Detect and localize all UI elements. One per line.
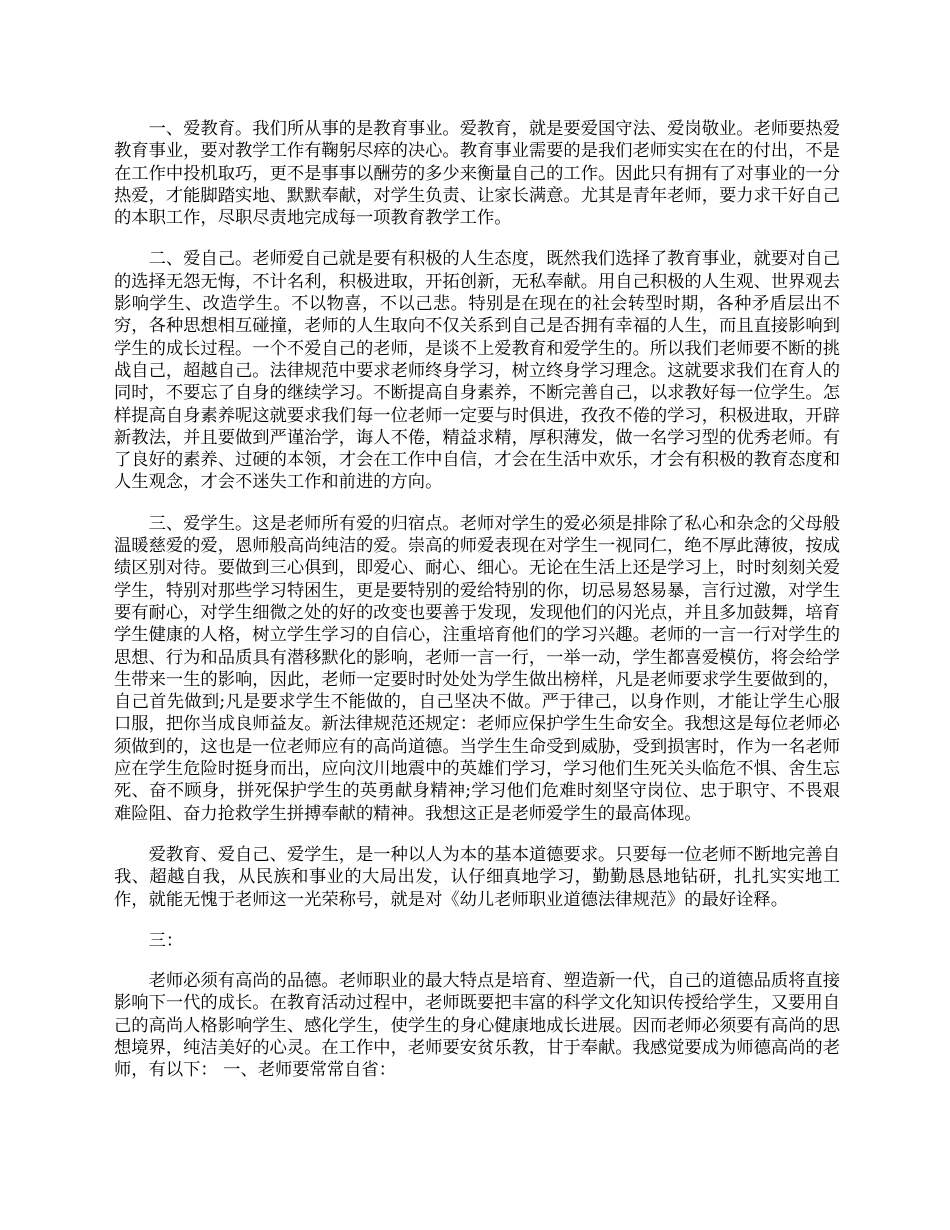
paragraph-love-students: 三、爱学生。这是老师所有爱的归宿点。老师对学生的爱必须是排除了私心和杂念的父母般温暖慈爱的爱，恩师般高尚纯洁的爱。崇高的师爱表现在对学生一视同仁，绝不厚此薄彼，按成绩区别对待。要做到三心俱到，即爱心、耐心、细心。无论在生活上还是学习上，时时刻刻关爱学生，特别对那些学习特困生，更是要特别的爱给特别的你，切忌易怒易暴，言行过激，对学生要有耐心，对学生细微之处的好的改变也要善于发现，发现他们的闪光点，并且多加鼓舞，培育学生健康的人格，树立学生学习的自信心，注重培育他们的学习兴趣。老师的一言一行对学生的思想、行为和品质具有潜移默化的影响，老师一言一行，一举一动，学生都喜爱模仿，将会给学生带来一生的影响，因此，老师一定要时时处处为学生做出榜样，凡是老师要求学生要做到的，自己首先做到;凡是要求学生不能做的，自己坚决不做。严于律己，以身作则，才能让学生心服口服，把你当成良师益友。新法律规范还规定：老师应保护学生生命安全。我想这是每位老师必须做到的，这也是一位老师应有的高尚道德。当学生生命受到威胁，受到损害时，作为一名老师应在学生危险时挺身而出，应向汶川地震中的英雄们学习，学习他们生死关头临危不惧、舍生忘死、奋不顾身，拼死保护学生的英勇献身精神;学习他们危难时刻坚守岗位、忠于职守、不畏艰难险阻、奋力抢救学生拼搏奉献的精神。我想这正是老师爱学生的最高体现。 xyxy=(114,513,840,824)
paragraph-noble-character: 老师必须有高尚的品德。老师职业的最大特点是培育、塑造新一代，自己的道德品质将直接影响下一代的成长。在教育活动过程中，老师既要把丰富的科学文化知识传授给学生，又要用自己的高尚人格影响学生、感化学生，使学生的身心健康地成长进展。因而老师必须要有高尚的思想境界，纯洁美好的心灵。在工作中，老师要安贫乐教，甘于奉献。我感觉要成为师德高尚的老师，有以下： 一、老师要常常自省： xyxy=(114,971,840,1081)
paragraph-love-self: 二、爱自己。老师爱自己就是要有积极的人生态度，既然我们选择了教育事业，就要对自己的选择无怨无悔，不计名利，积极进取，开拓创新，无私奉献。用自己积极的人生观、世界观去影响学生、改造学生。不以物喜，不以己悲。特别是在现在的社会转型时期，各种矛盾层出不穷，各种思想相互碰撞，老师的人生取向不仅关系到自己是否拥有幸福的人生，而且直接影响到学生的成长过程。一个不爱自己的老师，是谈不上爱教育和爱学生的。所以我们老师要不断的挑战自己，超越自己。法律规范中要求老师终身学习，树立终身学习理念。这就要求我们在育人的同时，不要忘了自身的继续学习。不断提高自身素养，不断完善自己，以求教好每一位学生。怎样提高自身素养呢这就要求我们每一位老师一定要与时俱进，孜孜不倦的学习，积极进取，开辟新教法，并且要做到严谨治学，诲人不倦，精益求精，厚积薄发，做一名学习型的优秀老师。有了良好的素养、过硬的本领，才会在工作中自信，才会在生活中欢乐，才会有积极的教育态度和人生观念，才会不迷失工作和前进的方向。 xyxy=(114,249,840,493)
paragraph-love-education: 一、爱教育。我们所从事的是教育事业。爱教育，就是要爱国守法、爱岗敬业。老师要热爱教育事业，要对教学工作有鞠躬尽瘁的决心。教育事业需要的是我们老师实实在在的付出，不是在工作中投机取巧，更不是事事以酬劳的多少来衡量自己的工作。因此只有拥有了对事业的一分热爱，才能脚踏实地、默默奉献，对学生负责、让家长满意。尤其是青年老师，要力求干好自己的本职工作，尽职尽责地完成每一项教育教学工作。 xyxy=(114,119,840,229)
section-heading-three: 三： xyxy=(148,930,184,951)
paragraph-summary: 爱教育、爱自己、爱学生，是一种以人为本的基本道德要求。只要每一位老师不断地完善自我、超越自我，从民族和事业的大局出发，认仔细真地学习，勤勤恳恳地钻研，扎扎实实地工作，就能无愧于老师这一光荣称号，就是对《幼儿老师职业道德法律规范》的最好诠释。 xyxy=(114,844,840,910)
document-body xyxy=(114,118,840,1101)
